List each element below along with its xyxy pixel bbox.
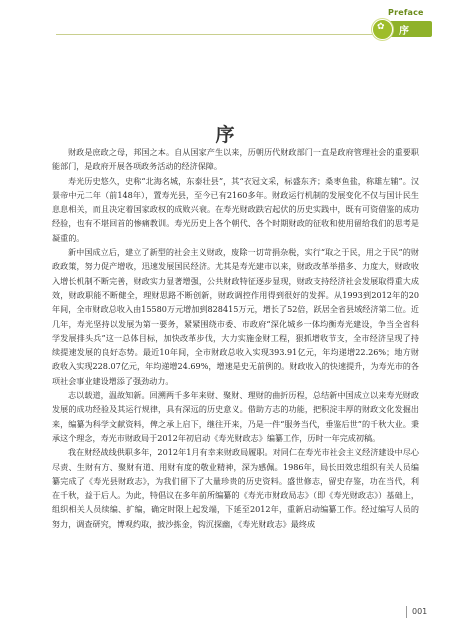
paragraph: 我在财经战线供职多年，2012年1月有幸来财政局履职。对同仁在寿光市社会主义经济建设中尽心尽责、生财有方、聚财有道、用财有度的敬业精神，深为感佩。1986年，局长田效忠组织有关人员编纂完成了《寿光县财政志》，为我们留下了大量珍贵的历史资料。盛世修志，留史存鉴，功在当代，利在千秋，益于后人。为此，特倡议在多年前所编纂的《寿光市财政局志》（即《寿光财政志》）基础上，组织相关人员续编、扩编，确定时限上起发端，下延至2012年，重新启动编纂工作。经过编写人员的努力，调查研究，博观约取，披沙拣金，钩沉探幽，《寿光财政志》最终成	[52, 447, 419, 529]
header-rule	[56, 34, 376, 35]
running-header	[0, 0, 450, 50]
preface-body	[52, 145, 419, 531]
paragraph: 寿光历史悠久，史称“北海名城，东泰壮县”，其“衣冠文采，标盛东齐；桑枣鱼盐，称雄左辅”。汉景帝中元二年（前148年），置寿光县，至今已有2160多年。财政运行机制的发展变化不仅与国计民生息息相关，而且决定着国家政权的成败兴衰。在寿光财政跌宕起伏的历史实践中，既有可资借鉴的成功经验，也有不堪回首的惨痛教训。寿光历史上各个朝代、各个时期财政的征收和使用留给我们的思考是凝重的。	[52, 175, 419, 243]
paragraph: 新中国成立后，建立了新型的社会主义财政，废除一切苛捐杂税，实行“取之于民，用之于民”的财政政策，努力促产增收，迅速发展国民经济。尤其是寿光建市以来，财政改革举措多、力度大，财政收入增长机制不断完善，财政实力显著增强，公共财政特征逐步显现，财政支持经济社会发展取得重大成效，财政职能不断健全，理财思路不断创新，财政调控作用得到很好的发挥。从1993到2012年的20年间，全市财政总收入由15580万元增加到828415万元，增长了52倍，跃居全省县域经济第二位。近几年，寿光坚持以发展为第一要务，紧紧围绕市委、市政府“深化城乡一体均衡寿光建设，争当全省科学发展排头兵”这一总体目标，加快改革步伐，大力实施金财工程，狠抓增收节支，全市经济呈现了持续提速发展的良好态势。最近10年间，全市财政总收入实现393.91亿元，年均递增22.26%；地方财政收入实现228.07亿元，年均递增24.69%，增速是史无前例的。财政收入的快速提升，为寿光市的各项社会事业建设增添了强劲动力。	[52, 247, 419, 386]
page-number: 001	[412, 607, 428, 616]
page-title: 序	[215, 124, 235, 146]
section-label-en: Preface	[388, 8, 424, 17]
paragraph: 志以载道，温故知新。回溯两千多年来财、聚财、理财的曲折历程，总结新中国成立以来寿光财政发展的成功经验及其运行规律，具有深远的历史意义。借助方志的功能，把积淀丰厚的财政文化发掘出来，编纂为科学文献资料，俾之承上启下，继往开来，乃是一件“服务当代，垂鉴后世”的千秋大业。秉承这个理念，寿光市财政局于2012年初启动《寿光财政志》编纂工作，历时一年完成初稿。	[52, 390, 419, 443]
paragraph: 财政是庶政之母，邦国之本。自从国家产生以来，历朝历代财政部门一直是政府管理社会的重要职能部门，是政府开展各项政务活动的经济保障。	[52, 147, 419, 172]
section-label-cn: 序	[399, 26, 409, 37]
section-emblem-glyph-icon: ✿	[377, 22, 385, 32]
footer-rule	[406, 606, 407, 618]
